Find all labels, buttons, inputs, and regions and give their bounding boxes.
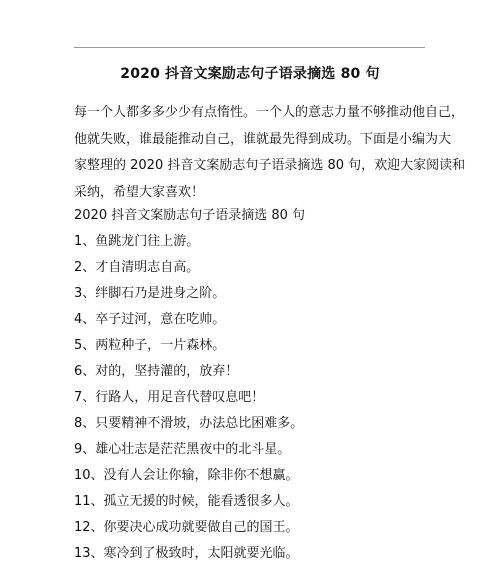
list-item: 12、你要决心成功就要做自己的国王。 (74, 520, 299, 535)
list-heading: 2020 抖音文案励志句子语录摘选 80 句 (74, 208, 306, 223)
list-item: 8、只要精神不滑坡，办法总比困难多。 (74, 416, 304, 431)
list-item: 3、绊脚石乃是进身之阶。 (74, 286, 226, 301)
list-item: 13、寒冷到了极致时，太阳就要光临。 (74, 546, 299, 561)
list-item: 7、行路人，用足音代替叹息吧！ (74, 390, 265, 405)
list-item: 5、两粒种子，一片森林。 (74, 338, 226, 353)
intro-line: 家整理的 2020 抖音文案励志句子语录摘选 80 句，欢迎大家阅读和 (74, 158, 466, 173)
header-divider (74, 47, 425, 48)
quote-list (74, 203, 434, 565)
list-item: 4、卒子过河，意在吃帅。 (74, 312, 226, 327)
document-title: 2020 抖音文案励志句子语录摘选 80 句 (120, 66, 380, 82)
list-item: 1、鱼跳龙门往上游。 (74, 234, 200, 249)
list-item: 6、对的，坚持灌的，放弃！ (74, 364, 239, 379)
list-item: 9、雄心壮志是茫茫黑夜中的北斗星。 (74, 442, 291, 457)
intro-line: 采纳，希望大家喜欢！ (74, 184, 205, 200)
list-item: 2、才自清明志自高。 (74, 260, 200, 275)
list-item: 11、孤立无援的时候，能看透很多人。 (74, 494, 299, 509)
list-item: 10、没有人会让你输，除非你不想赢。 (74, 468, 299, 483)
intro-line: 他就失败，谁最能推动自己，谁就最先得到成功。下面是小编为大 (74, 131, 452, 147)
intro-line: 每一个人都多多少少有点惰性。一个人的意志力量不够推动他自己， (74, 105, 465, 120)
intro-paragraph (74, 100, 466, 206)
